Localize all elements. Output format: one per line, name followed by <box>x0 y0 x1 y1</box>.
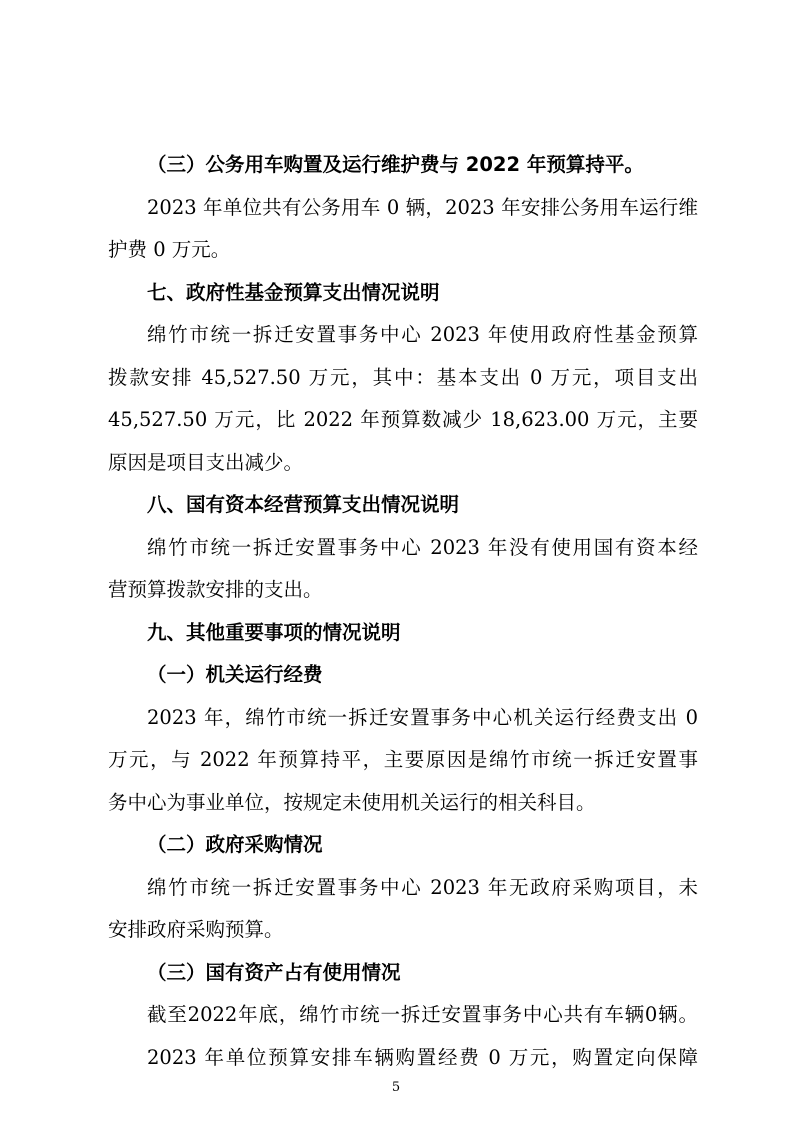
paragraph-line: 护费 0 万元。 <box>108 238 231 261</box>
paragraph-line: 营预算拨款安排的支出。 <box>108 578 323 601</box>
paragraph-line: 45,527.50 万元，比 2022 年预算数减少 18,623.00 万元，主要 <box>108 408 698 431</box>
subsection-heading: （一）机关运行经费 <box>147 663 323 686</box>
paragraph-line: 绵竹市统一拆迁安置事务中心 2023 年没有使用国有资本经 <box>147 536 698 559</box>
paragraph-line: 安排政府采购预算。 <box>108 918 284 941</box>
subsection-heading: （二）政府采购情况 <box>147 833 323 856</box>
paragraph-line: 2023 年，绵竹市统一拆迁安置事务中心机关运行经费支出 0 <box>147 706 698 729</box>
paragraph-line: 2023 年单位预算安排车辆购置经费 0 万元，购置定向保障 <box>147 1046 698 1069</box>
section-heading: 七、政府性基金预算支出情况说明 <box>147 281 440 304</box>
section-heading: 八、国有资本经营预算支出情况说明 <box>147 493 460 516</box>
paragraph-line: 务中心为事业单位，按规定未使用机关运行的相关科目。 <box>108 791 596 814</box>
paragraph-line: 绵竹市统一拆迁安置事务中心 2023 年无政府采购项目，未 <box>147 876 698 899</box>
paragraph-line: 绵竹市统一拆迁安置事务中心 2023 年使用政府性基金预算 <box>147 323 698 346</box>
paragraph-line: 万元，与 2022 年预算持平，主要原因是绵竹市统一拆迁安置事 <box>108 748 698 771</box>
paragraph-line: 拨款安排 45,527.50 万元，其中：基本支出 0 万元，项目支出 <box>108 366 698 389</box>
section-heading: 九、其他重要事项的情况说明 <box>147 621 401 644</box>
paragraph-line: 2023 年单位共有公务用车 0 辆，2023 年安排公务用车运行维 <box>147 196 698 219</box>
page-number: 5 <box>391 1080 401 1095</box>
section-heading: （三）公务用车购置及运行维护费与 2022 年预算持平。 <box>147 153 644 176</box>
paragraph-line: 截至2022年底，绵竹市统一拆迁安置事务中心共有车辆0辆。 <box>147 1003 698 1026</box>
paragraph-line: 原因是项目支出减少。 <box>108 451 304 474</box>
subsection-heading: （三）国有资产占有使用情况 <box>147 961 401 984</box>
